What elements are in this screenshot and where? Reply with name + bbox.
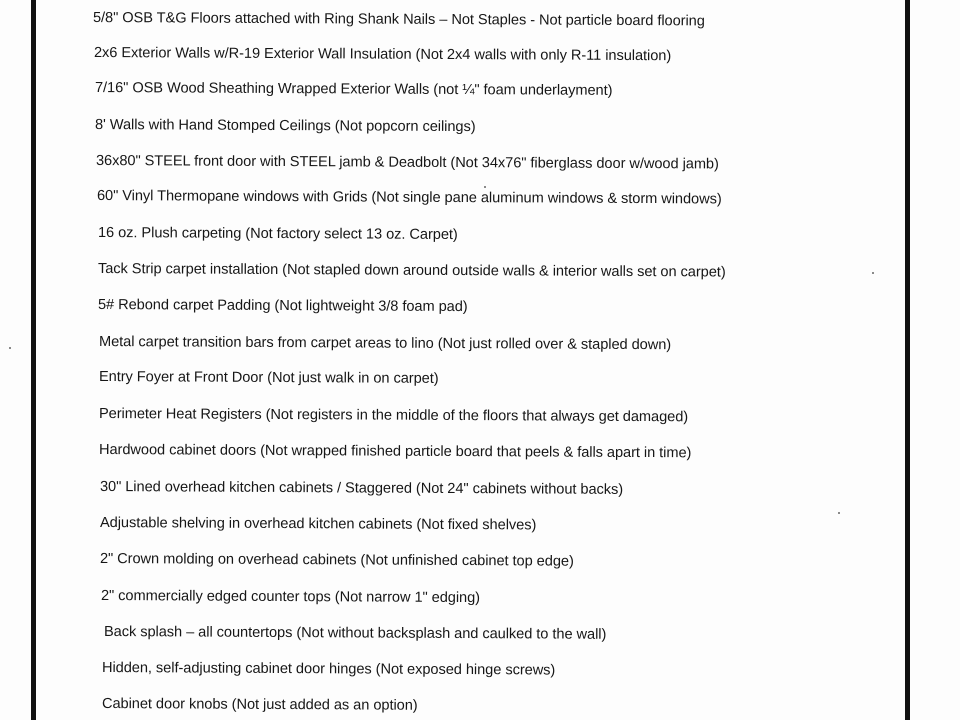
spec-item: 60" Vinyl Thermopane windows with Grids (Not single pane aluminum windows & storm windows) bbox=[96, 188, 722, 208]
page-border-right bbox=[905, 0, 910, 720]
scan-speck bbox=[484, 186, 486, 188]
spec-item: 7/16" OSB Wood Sheathing Wrapped Exterior Walls (not ¼" foam underlayment) bbox=[94, 80, 613, 99]
scan-speck bbox=[9, 347, 11, 349]
scan-speck bbox=[838, 512, 840, 514]
spec-item: Hidden, self-adjusting cabinet door hinges (Not exposed hinge screws) bbox=[101, 660, 556, 679]
page-border-left bbox=[31, 0, 36, 720]
spec-item: 8' Walls with Hand Stomped Ceilings (Not popcorn ceilings) bbox=[94, 117, 476, 136]
spec-item: Back splash – all countertops (Not without backsplash and caulked to the wall) bbox=[103, 624, 607, 643]
spec-item: 36x80" STEEL front door with STEEL jamb & Deadbolt (Not 34x76" fiberglass door w/wood jamb) bbox=[95, 153, 719, 173]
scan-speck bbox=[872, 272, 874, 274]
spec-item: 16 oz. Plush carpeting (Not factory select 13 oz. Carpet) bbox=[97, 225, 458, 244]
spec-item: Adjustable shelving in overhead kitchen cabinets (Not fixed shelves) bbox=[99, 515, 537, 534]
spec-item: 5/8" OSB T&G Floors attached with Ring Shank Nails – Not Staples - Not particle board flooring bbox=[92, 10, 705, 30]
spec-item: Hardwood cabinet doors (Not wrapped finished particle board that peels & falls apart in time) bbox=[98, 442, 692, 462]
spec-item: 30" Lined overhead kitchen cabinets / Staggered (Not 24" cabinets without backs) bbox=[99, 479, 624, 498]
spec-item: 5# Rebond carpet Padding (Not lightweight 3/8 foam pad) bbox=[97, 297, 468, 316]
spec-item: Cabinet door knobs (Not just added as an option) bbox=[101, 696, 418, 714]
spec-item: Perimeter Heat Registers (Not registers in the middle of the floors that always get damaged) bbox=[98, 406, 689, 426]
spec-item: 2" Crown molding on overhead cabinets (Not unfinished cabinet top edge) bbox=[99, 551, 574, 570]
spec-item: Tack Strip carpet installation (Not stapled down around outside walls & interior walls set on carpet) bbox=[97, 261, 726, 281]
spec-item: 2" commercially edged counter tops (Not narrow 1" edging) bbox=[100, 588, 481, 607]
spec-item: 2x6 Exterior Walls w/R-19 Exterior Wall Insulation (Not 2x4 walls with only R-11 insulation) bbox=[93, 45, 672, 65]
spec-item: Metal carpet transition bars from carpet areas to lino (Not just rolled over & stapled down) bbox=[98, 334, 672, 354]
spec-item: Entry Foyer at Front Door (Not just walk in on carpet) bbox=[98, 369, 439, 387]
